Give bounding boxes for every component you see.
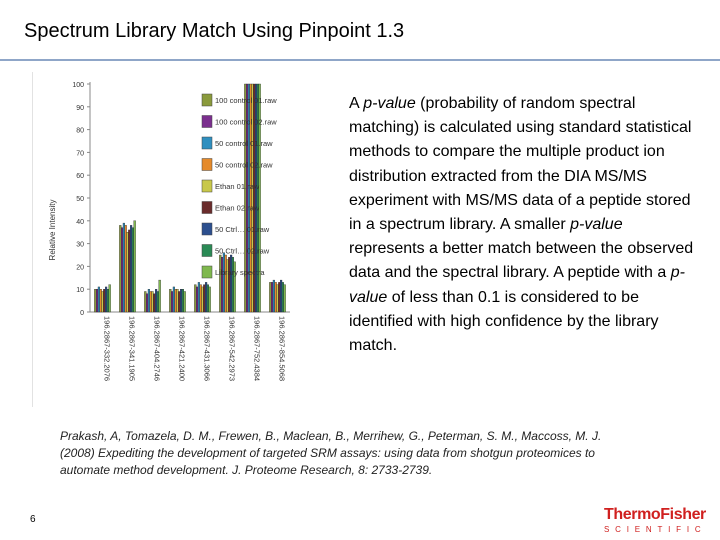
legend-label: 100 control 01.raw bbox=[215, 96, 277, 105]
bar bbox=[153, 294, 155, 312]
y-tick-label: 10 bbox=[76, 287, 84, 295]
bar bbox=[203, 285, 205, 312]
bar bbox=[225, 255, 227, 312]
bar bbox=[277, 285, 279, 312]
body-text-emphasis-3: p-value bbox=[349, 264, 685, 306]
bar bbox=[196, 287, 198, 312]
bar bbox=[221, 257, 223, 312]
x-tick-label: 196.2867-431.3066 bbox=[202, 316, 212, 382]
bar bbox=[271, 282, 273, 312]
bar bbox=[278, 282, 280, 312]
legend-label: 50 Ctrl… 01.raw bbox=[215, 225, 270, 234]
bar bbox=[127, 232, 129, 312]
bar bbox=[184, 291, 186, 312]
x-axis-ticks bbox=[103, 316, 287, 381]
bar bbox=[109, 285, 111, 312]
slide-title: Spectrum Library Match Using Pinpoint 1.3 bbox=[24, 20, 405, 42]
body-text-part-3: represents a better match between the observed data and the spectral library. A peptide with a bbox=[349, 240, 694, 282]
legend-label: 50 Ctrl… 02.raw bbox=[215, 246, 270, 256]
bar bbox=[157, 291, 159, 312]
bar bbox=[219, 255, 221, 312]
y-tick-label: 80 bbox=[76, 127, 84, 135]
body-text-part-4: of less than 0.1 is considered to be identified with high confidence by the library match. bbox=[349, 288, 659, 355]
bar bbox=[194, 285, 196, 312]
x-tick-label: 196.2867-421.2400 bbox=[177, 316, 187, 382]
bar bbox=[169, 289, 171, 312]
x-tick-label: 196.2867-854.5068 bbox=[277, 316, 287, 382]
bar bbox=[134, 221, 136, 312]
thermo-fisher-logo bbox=[604, 506, 707, 535]
bar bbox=[107, 289, 109, 312]
title-divider bbox=[0, 59, 720, 61]
bar bbox=[232, 257, 234, 312]
legend-swatch bbox=[202, 202, 212, 214]
logo-wordmark: ThermoFisher bbox=[604, 506, 706, 523]
legend-label: 50 control 01.raw bbox=[215, 139, 273, 148]
y-tick-label: 30 bbox=[76, 241, 84, 249]
bar bbox=[100, 289, 102, 312]
bar bbox=[280, 280, 282, 312]
bar bbox=[148, 289, 150, 312]
legend-swatch bbox=[202, 223, 212, 235]
legend-swatch bbox=[202, 137, 212, 149]
bar bbox=[96, 289, 98, 312]
bar bbox=[275, 282, 277, 312]
legend-swatch bbox=[202, 116, 212, 128]
bar bbox=[205, 282, 207, 312]
page-number: 6 bbox=[30, 514, 36, 525]
bar bbox=[102, 291, 104, 312]
legend-swatch bbox=[202, 266, 212, 278]
bar bbox=[159, 280, 161, 312]
legend-swatch bbox=[202, 180, 212, 192]
bar bbox=[94, 289, 96, 312]
bar bbox=[223, 253, 225, 312]
citation: Prakash, A, Tomazela, D. M., Frewen, B., Maclean, B., Merrihew, G., Peterman, S. M., Maccoss, M. J. (2008) Expediting the development of targeted SRM assays: using data from shotgun proteomices to automate method development. J. Proteome Research, 8: 2733-2739. bbox=[60, 429, 602, 477]
bar bbox=[144, 291, 146, 312]
bar-chart bbox=[32, 72, 332, 407]
bar bbox=[273, 280, 275, 312]
bar bbox=[198, 282, 200, 312]
bar bbox=[128, 230, 130, 312]
bar bbox=[178, 291, 180, 312]
legend-label: 100 control 02.raw bbox=[215, 117, 277, 127]
bar bbox=[207, 285, 209, 312]
bar bbox=[282, 282, 284, 312]
x-tick-label: 196.2867-404.2746 bbox=[152, 316, 162, 382]
bar bbox=[155, 289, 157, 312]
bar bbox=[177, 289, 179, 312]
legend-label: Library spectra bbox=[215, 268, 265, 277]
bar bbox=[182, 289, 184, 312]
bar bbox=[105, 287, 107, 312]
body-text-emphasis-2: p-value bbox=[570, 216, 623, 234]
body-text-emphasis-1: p-value bbox=[363, 95, 416, 112]
bar bbox=[121, 228, 123, 312]
body-text-part-2: (probability of random spectral matching) is calculated using standard statistical methods to compare the multiple product ion distribution extracted from the DIA MS/MS experiment with MS/MS data of a peptide stored in a spectrum library. A smaller bbox=[349, 95, 692, 234]
legend-label: 50 control 02.raw bbox=[215, 160, 273, 170]
y-tick-label: 100 bbox=[72, 82, 84, 89]
y-tick-label: 50 bbox=[76, 196, 84, 203]
bar bbox=[152, 291, 154, 312]
bar bbox=[98, 287, 100, 312]
bar bbox=[228, 257, 230, 312]
legend-label: Ethan 01.raw bbox=[215, 182, 260, 191]
bar bbox=[119, 225, 121, 312]
legend bbox=[202, 94, 277, 278]
x-tick-label: 196.2867-752.4384 bbox=[252, 316, 262, 382]
bar bbox=[175, 289, 177, 312]
y-tick-label: 90 bbox=[76, 104, 84, 112]
x-tick-label: 196.2867-341.1905 bbox=[127, 316, 137, 382]
logo-subtitle: SCIENTIFIC bbox=[604, 525, 707, 534]
bar bbox=[123, 223, 125, 312]
legend-label: Ethan 02.raw bbox=[215, 203, 260, 213]
legend-swatch bbox=[202, 245, 212, 257]
y-tick-label: 0 bbox=[80, 310, 84, 317]
bar bbox=[284, 285, 286, 312]
bar bbox=[173, 287, 175, 312]
y-tick-label: 60 bbox=[76, 173, 84, 181]
bar bbox=[230, 255, 232, 312]
x-tick-label: 196.2867-332.2076 bbox=[102, 316, 112, 382]
legend-swatch bbox=[202, 159, 212, 171]
body-text bbox=[349, 92, 694, 358]
y-tick-label: 40 bbox=[76, 218, 84, 226]
bar bbox=[180, 289, 182, 312]
bar bbox=[103, 289, 105, 312]
bar bbox=[125, 225, 127, 312]
bar bbox=[171, 291, 173, 312]
bar bbox=[130, 225, 132, 312]
y-tick-label: 20 bbox=[76, 264, 84, 272]
x-tick-label: 196.2867-542.2973 bbox=[227, 316, 237, 382]
bar bbox=[202, 287, 204, 312]
bar bbox=[209, 287, 211, 312]
bar bbox=[150, 291, 152, 312]
bar bbox=[200, 285, 202, 312]
bar bbox=[269, 282, 271, 312]
bar bbox=[146, 294, 148, 312]
legend-swatch bbox=[202, 94, 212, 106]
body-text-part-1: A bbox=[349, 95, 364, 112]
y-tick-label: 70 bbox=[76, 150, 84, 158]
bar bbox=[132, 228, 134, 312]
y-axis-label: Relative Intensity bbox=[48, 199, 57, 261]
